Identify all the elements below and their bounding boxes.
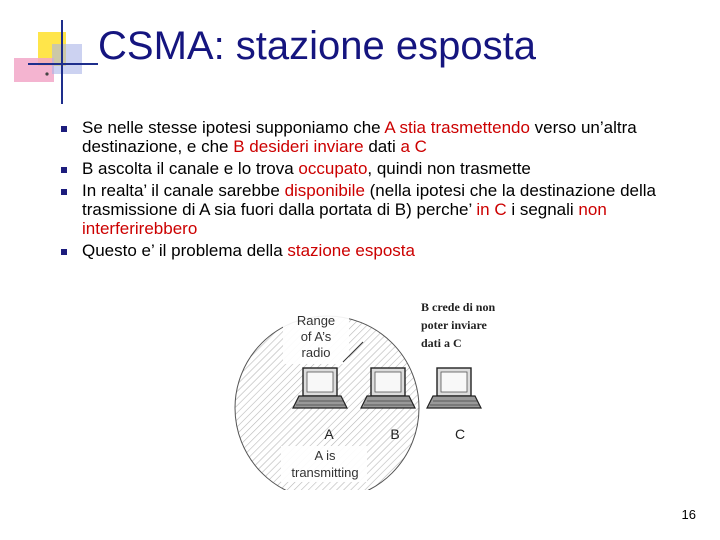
bullet-text: Se nelle stesse ipotesi supponiamo che bbox=[82, 118, 385, 137]
bullet-text: In realta’ il canale sarebbe bbox=[82, 181, 285, 200]
computer-c-icon bbox=[427, 368, 481, 408]
computer-label: B bbox=[390, 426, 400, 442]
bullet-marker-icon bbox=[61, 189, 67, 195]
exposed-station-diagram bbox=[225, 290, 525, 490]
bullet-item bbox=[60, 241, 710, 260]
transmitting-label-line: A is bbox=[314, 448, 336, 463]
bullet-marker-icon bbox=[61, 249, 67, 255]
bullet-text: Questo e’ il problema della bbox=[82, 241, 288, 260]
page-number: 16 bbox=[681, 507, 696, 522]
bullet-item bbox=[60, 118, 710, 156]
highlighted-text: a C bbox=[400, 137, 427, 156]
bullet-item bbox=[60, 159, 710, 178]
bullet-text: (nella ipotesi che la destinazione della trasmissione di A sia fuori dalla portata di B) perche’ bbox=[82, 181, 656, 219]
computer-label: C bbox=[454, 426, 466, 442]
highlighted-text: non interferirebbero bbox=[82, 200, 607, 238]
bullet-text: i segnali bbox=[506, 200, 579, 219]
bullet-list bbox=[60, 118, 710, 263]
bullet-text: dati bbox=[363, 137, 401, 156]
range-label-line: Range bbox=[296, 313, 336, 328]
highlighted-text: occupato bbox=[298, 159, 368, 178]
transmitting-label-line: transmitting bbox=[291, 465, 359, 480]
highlighted-text: in C bbox=[476, 200, 507, 219]
bullet-marker-icon bbox=[61, 126, 67, 132]
bullet-marker-icon bbox=[61, 167, 67, 173]
highlighted-text: stazione esposta bbox=[287, 241, 415, 260]
note-line: B crede di non bbox=[421, 300, 496, 314]
note-line: poter inviare bbox=[421, 318, 487, 332]
bullet-item bbox=[60, 181, 710, 238]
highlighted-text: B desideri inviare bbox=[233, 137, 364, 156]
highlighted-text: disponibile bbox=[284, 181, 365, 200]
slide-title: CSMA: stazione esposta bbox=[98, 24, 536, 68]
note-line: dati a C bbox=[421, 336, 462, 350]
range-label-line: radio bbox=[301, 345, 331, 360]
highlighted-text: A stia trasmettendo bbox=[384, 118, 530, 137]
bullet-text: B ascolta il canale e lo trova bbox=[82, 159, 299, 178]
computer-label: A bbox=[324, 426, 334, 442]
corner-decoration bbox=[0, 0, 100, 110]
bullet-text: , quindi non trasmette bbox=[367, 159, 531, 178]
bullet-text: verso un’altra destinazione, e che bbox=[82, 118, 637, 156]
range-label-line: of A’s bbox=[300, 329, 332, 344]
